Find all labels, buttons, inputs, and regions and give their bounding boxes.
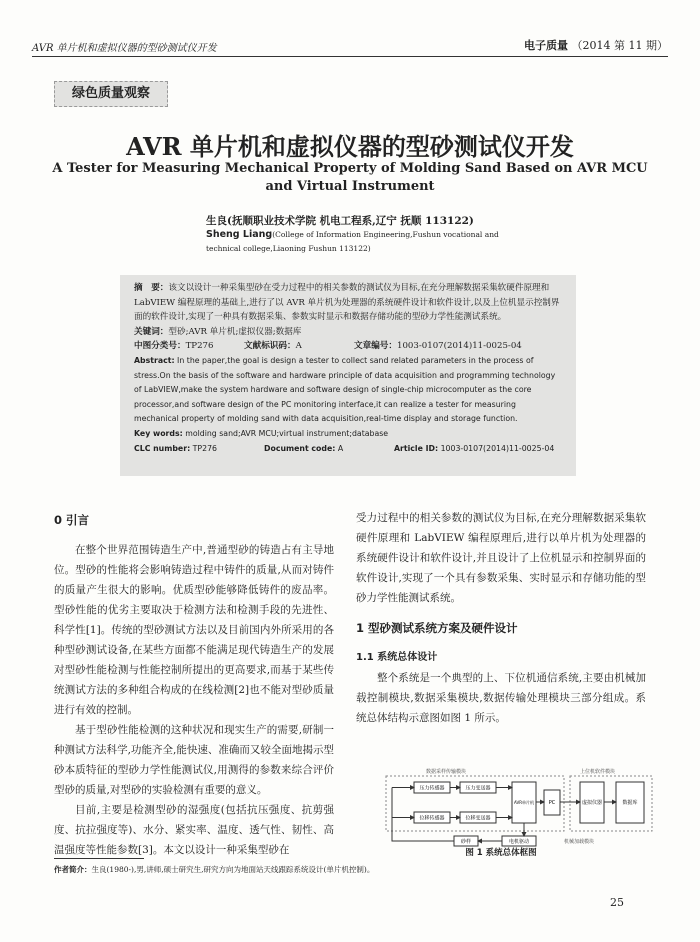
footnote-rule xyxy=(54,858,144,859)
keywords-cn xyxy=(134,325,562,340)
disp-transmitter-label: 位移变送器 xyxy=(465,815,491,822)
article-no-value: 1003-0107(2014)11-0025-04 xyxy=(396,341,522,352)
section-heading-0: 0 引言 xyxy=(54,513,90,527)
pressure-transmitter-label: 压力变送器 xyxy=(465,785,491,792)
journal-name: 电子质量 xyxy=(524,39,569,52)
author-block xyxy=(206,214,506,256)
running-title: AVR 单片机和虚拟仪器的型砂测试仪开发 xyxy=(32,43,217,54)
clc-value: TP276 xyxy=(192,443,218,453)
cls-label: 中图分类号： xyxy=(134,341,186,352)
disp-sensor-label: 位移传感器 xyxy=(419,815,445,822)
clc-label: CLC number: xyxy=(134,443,191,453)
article-no-label: 文章编号： xyxy=(354,341,397,352)
system-block-diagram xyxy=(384,766,654,851)
mech-label: 机械加载模块 xyxy=(564,839,595,845)
abstract-en xyxy=(134,354,562,427)
paper-title: AVR 单片机和虚拟仪器的型砂测试仪开发 xyxy=(126,132,574,161)
paragraph-2: 基于型砂性能检测的这种状况和现实生产的需要,研制一种测试方法科学,功能齐全,能快速、准确而又较全面地揭示型砂本质特征的型砂力学性能测试仪,用测得的参数来综合评价型砂的质量,对型砂的实验检测有重要的意义。 xyxy=(54,724,334,796)
abstract-box xyxy=(120,275,576,476)
abstract-cn-text: 该文以设计一种采集型砂在受力过程中的相关参数的测试仪为目标,在充分理解数据采集软硬件原理和 LabVIEW 编程原理的基础上,进行了以 AVR 单片机为处理器的系统硬件设计和软件设计,以及上位机显示控制界面的软件设计,实现了一种具有数据采集、参数实时显示和数据存储功能的型砂力学性能测试系统。 xyxy=(134,283,560,323)
label-upper-module: 上位机软件模块 xyxy=(580,769,616,775)
label-acq-module: 数据采样传输模块 xyxy=(426,769,467,775)
author-en-name: Sheng Liang xyxy=(206,229,273,240)
db-label: 数据库 xyxy=(622,800,638,806)
section-badge: 绿色质量观察 xyxy=(54,81,168,107)
sand-label: 砂样 xyxy=(460,839,472,845)
author-en-affiliation: (College of Information Engineering,Fushun vocational and technical college,Liaoning Fushun 113122) xyxy=(206,230,499,253)
doc-label: 文献标识码： xyxy=(244,341,296,352)
doc-value: A xyxy=(295,341,302,352)
paper-subtitle: A Tester for Measuring Mechanical Property of Molding Sand Based on AVR MCU and Virtual Instrument xyxy=(52,161,648,194)
abstract-cn xyxy=(134,281,562,325)
pressure-sensor-label: 压力传感器 xyxy=(419,785,445,792)
running-header xyxy=(32,35,668,55)
section-heading-1: 1 型砂测试系统方案及硬件设计 xyxy=(356,621,518,635)
footnote xyxy=(54,864,654,875)
section-heading-1-1: 1.1 系统总体设计 xyxy=(356,652,438,663)
id-label: Article ID: xyxy=(394,443,439,453)
figure-caption: 图 1 系统总体框图 xyxy=(465,848,537,858)
right-column xyxy=(356,508,646,728)
header-rule xyxy=(32,56,668,57)
code-value: A xyxy=(337,443,344,453)
pc-label: PC xyxy=(548,800,556,806)
keywords-en xyxy=(134,427,562,442)
page-number: 25 xyxy=(610,896,624,909)
abstract-en-text: In the paper,the goal is design a tester to collect sand related parameters in the process of stress.On the basis of the software and hardware principle of data acquisition and programming technology of LabVIEW,make the system hardware and software design of single-chip microcomputer as the core processor,and software design of the PC monitoring interface,it can realize a tester for measuring mechanical property of molding sand with data acquisition,real-time display and storage function. xyxy=(134,355,556,424)
paragraph-4: 受力过程中的相关参数的测试仪为目标,在充分理解数据采集软硬件原理和 LabVIEW 编程原理后,进行以单片机为处理器的系统硬件设计和软件设计,并且设计了上位机显示和控制界面的软件设计,实现了一个具有参数采集、实时显示和存储功能的型砂力学性能测试系统。 xyxy=(356,512,646,604)
abstract-cn-label: 摘 要： xyxy=(134,283,169,293)
footnote-label: 作者简介： xyxy=(54,865,92,874)
id-value: 1003-0107(2014)11-0025-04 xyxy=(440,443,555,453)
mcu-label: AVR单片机 xyxy=(514,800,534,805)
paragraph-3: 目前,主要是检测型砂的湿强度(包括抗压强度、抗剪强度、抗拉强度等)、水分、紧实率、温度、透气性、韧性、高温强度等性能参数[3]。本文以设计一种采集型砂在 xyxy=(54,804,334,856)
motor-label: 电机驱动 xyxy=(508,839,530,845)
classification-en xyxy=(134,442,562,457)
paragraph-5: 整个系统是一个典型的上、下位机通信系统,主要由机械加载控制模块,数据采集模块,数据传输处理模块三部分组成。系统总体结构示意图如图 1 所示。 xyxy=(356,672,646,724)
journal-info xyxy=(524,37,668,53)
author-cn: 生良(抚顺职业技术学院 机电工程系,辽宁 抚顺 113122) xyxy=(206,215,474,227)
issue: （2014 第 11 期） xyxy=(571,39,668,52)
code-label: Document code: xyxy=(264,443,336,453)
keywords-en-label: Key words: xyxy=(134,428,183,438)
paragraph-1: 在整个世界范围铸造生产中,普通型砂的铸造占有主导地位。型砂的性能将会影响铸造过程中铸件的质量,从而对铸件的质量产生很大的影响。优质型砂能够降低铸件的废品率。型砂性能的优劣主要取决于检测方法和检测手段的先进性、科学性[1]。传统的型砂测试方法以及目前国内外所采用的各种型砂测试设备,在某些方面都不能满足现代铸造生产的发展对型砂性能检测与性能控制所提出的更高要求,而基于某些传统测试方法的多种组合构成的在线检测[2]也不能对型砂质量进行有效的控制。 xyxy=(54,544,334,716)
keywords-cn-text: 型砂;AVR 单片机;虚拟仪器;数据库 xyxy=(168,326,302,337)
left-column xyxy=(54,508,334,860)
keywords-cn-label: 关键词： xyxy=(134,326,169,337)
vi-label: 虚拟仪器 xyxy=(581,800,603,806)
abstract-en-label: Abstract: xyxy=(134,355,175,365)
keywords-en-text: molding sand;AVR MCU;virtual instrument;database xyxy=(185,428,389,438)
classification-cn xyxy=(134,339,562,354)
cls-value: TP276 xyxy=(185,341,214,352)
footnote-text: 生良(1980-),男,讲师,硕士研究生,研究方向为地面站天线跟踪系统设计(单片机控制)。 xyxy=(91,865,375,874)
